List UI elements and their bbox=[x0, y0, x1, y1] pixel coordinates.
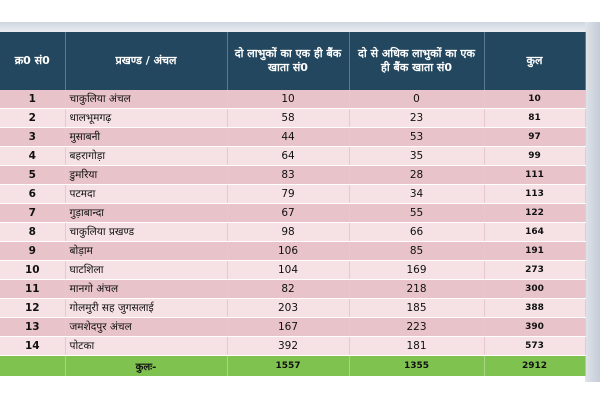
row-block-name: मुसाबनी bbox=[65, 128, 227, 147]
row-block-name: घाटशिला bbox=[65, 261, 227, 280]
row-block-name: धालभूमगढ़ bbox=[65, 109, 227, 128]
table-row bbox=[0, 204, 585, 223]
row-total: 273 bbox=[484, 261, 585, 280]
row-total: 164 bbox=[484, 223, 585, 242]
row-more-count: 218 bbox=[349, 280, 484, 299]
row-block-name: डुमरिया bbox=[65, 166, 227, 185]
row-two-count: 67 bbox=[227, 204, 349, 223]
table-row bbox=[0, 337, 585, 356]
row-total: 573 bbox=[484, 337, 585, 356]
right-edge-shadow bbox=[585, 22, 600, 382]
row-serial: 1 bbox=[0, 90, 65, 109]
row-two-count: 392 bbox=[227, 337, 349, 356]
row-two-count: 58 bbox=[227, 109, 349, 128]
row-two-count: 82 bbox=[227, 280, 349, 299]
table-row bbox=[0, 242, 585, 261]
row-two-count: 10 bbox=[227, 90, 349, 109]
row-total: 113 bbox=[484, 185, 585, 204]
row-total: 388 bbox=[484, 299, 585, 318]
beneficiary-account-table bbox=[0, 32, 586, 376]
footer-more-total: 1355 bbox=[349, 356, 484, 377]
row-total: 81 bbox=[484, 109, 585, 128]
table-row bbox=[0, 185, 585, 204]
table-row bbox=[0, 261, 585, 280]
row-two-count: 83 bbox=[227, 166, 349, 185]
header-serial: क्र0 सं0 bbox=[0, 32, 65, 90]
row-block-name: पोटका bbox=[65, 337, 227, 356]
row-more-count: 0 bbox=[349, 90, 484, 109]
table-row bbox=[0, 90, 585, 109]
row-block-name: बहरागोड़ा bbox=[65, 147, 227, 166]
row-serial: 5 bbox=[0, 166, 65, 185]
row-block-name: गोलमुरी सह जुगसलाई bbox=[65, 299, 227, 318]
row-block-name: मानगो अंचल bbox=[65, 280, 227, 299]
row-two-count: 64 bbox=[227, 147, 349, 166]
footer-grand-total: 2912 bbox=[484, 356, 585, 377]
row-more-count: 169 bbox=[349, 261, 484, 280]
header-total: कुल bbox=[484, 32, 585, 90]
row-block-name: चाकुलिया प्रखण्ड bbox=[65, 223, 227, 242]
row-serial: 6 bbox=[0, 185, 65, 204]
table-header-row bbox=[0, 32, 585, 90]
table-footer-row bbox=[0, 356, 585, 377]
row-more-count: 223 bbox=[349, 318, 484, 337]
row-serial: 10 bbox=[0, 261, 65, 280]
row-serial: 14 bbox=[0, 337, 65, 356]
row-total: 191 bbox=[484, 242, 585, 261]
row-two-count: 98 bbox=[227, 223, 349, 242]
table-row bbox=[0, 147, 585, 166]
row-more-count: 23 bbox=[349, 109, 484, 128]
row-total: 390 bbox=[484, 318, 585, 337]
header-more-than-two: दो से अधिक लाभुकों का एक ही बैंक खाता सं0 bbox=[349, 32, 484, 90]
footer-two-total: 1557 bbox=[227, 356, 349, 377]
row-block-name: गुड़ाबान्दा bbox=[65, 204, 227, 223]
row-block-name: पटमदा bbox=[65, 185, 227, 204]
row-more-count: 28 bbox=[349, 166, 484, 185]
table-row bbox=[0, 280, 585, 299]
table-row bbox=[0, 109, 585, 128]
row-two-count: 167 bbox=[227, 318, 349, 337]
row-total: 111 bbox=[484, 166, 585, 185]
row-more-count: 181 bbox=[349, 337, 484, 356]
footer-label: कुलः- bbox=[65, 356, 227, 377]
row-block-name: बोड़ाम bbox=[65, 242, 227, 261]
row-total: 99 bbox=[484, 147, 585, 166]
table-row bbox=[0, 128, 585, 147]
row-more-count: 85 bbox=[349, 242, 484, 261]
row-two-count: 203 bbox=[227, 299, 349, 318]
header-block: प्रखण्ड / अंचल bbox=[65, 32, 227, 90]
table-body bbox=[0, 90, 585, 356]
row-serial: 13 bbox=[0, 318, 65, 337]
table-row bbox=[0, 318, 585, 337]
row-serial: 4 bbox=[0, 147, 65, 166]
top-border bbox=[0, 22, 585, 32]
row-more-count: 34 bbox=[349, 185, 484, 204]
row-serial: 11 bbox=[0, 280, 65, 299]
row-two-count: 104 bbox=[227, 261, 349, 280]
row-more-count: 66 bbox=[349, 223, 484, 242]
row-more-count: 55 bbox=[349, 204, 484, 223]
row-two-count: 44 bbox=[227, 128, 349, 147]
row-serial: 9 bbox=[0, 242, 65, 261]
row-two-count: 79 bbox=[227, 185, 349, 204]
row-serial: 3 bbox=[0, 128, 65, 147]
row-serial: 8 bbox=[0, 223, 65, 242]
row-block-name: चाकुलिया अंचल bbox=[65, 90, 227, 109]
row-serial: 12 bbox=[0, 299, 65, 318]
row-serial: 2 bbox=[0, 109, 65, 128]
row-more-count: 53 bbox=[349, 128, 484, 147]
row-two-count: 106 bbox=[227, 242, 349, 261]
row-total: 10 bbox=[484, 90, 585, 109]
header-two-beneficiaries: दो लाभुकों का एक ही बैंक खाता सं0 bbox=[227, 32, 349, 90]
row-total: 300 bbox=[484, 280, 585, 299]
row-more-count: 35 bbox=[349, 147, 484, 166]
row-total: 122 bbox=[484, 204, 585, 223]
table-row bbox=[0, 223, 585, 242]
table-row bbox=[0, 166, 585, 185]
table-row bbox=[0, 299, 585, 318]
row-more-count: 185 bbox=[349, 299, 484, 318]
row-block-name: जमशेदपुर अंचल bbox=[65, 318, 227, 337]
row-serial: 7 bbox=[0, 204, 65, 223]
row-total: 97 bbox=[484, 128, 585, 147]
